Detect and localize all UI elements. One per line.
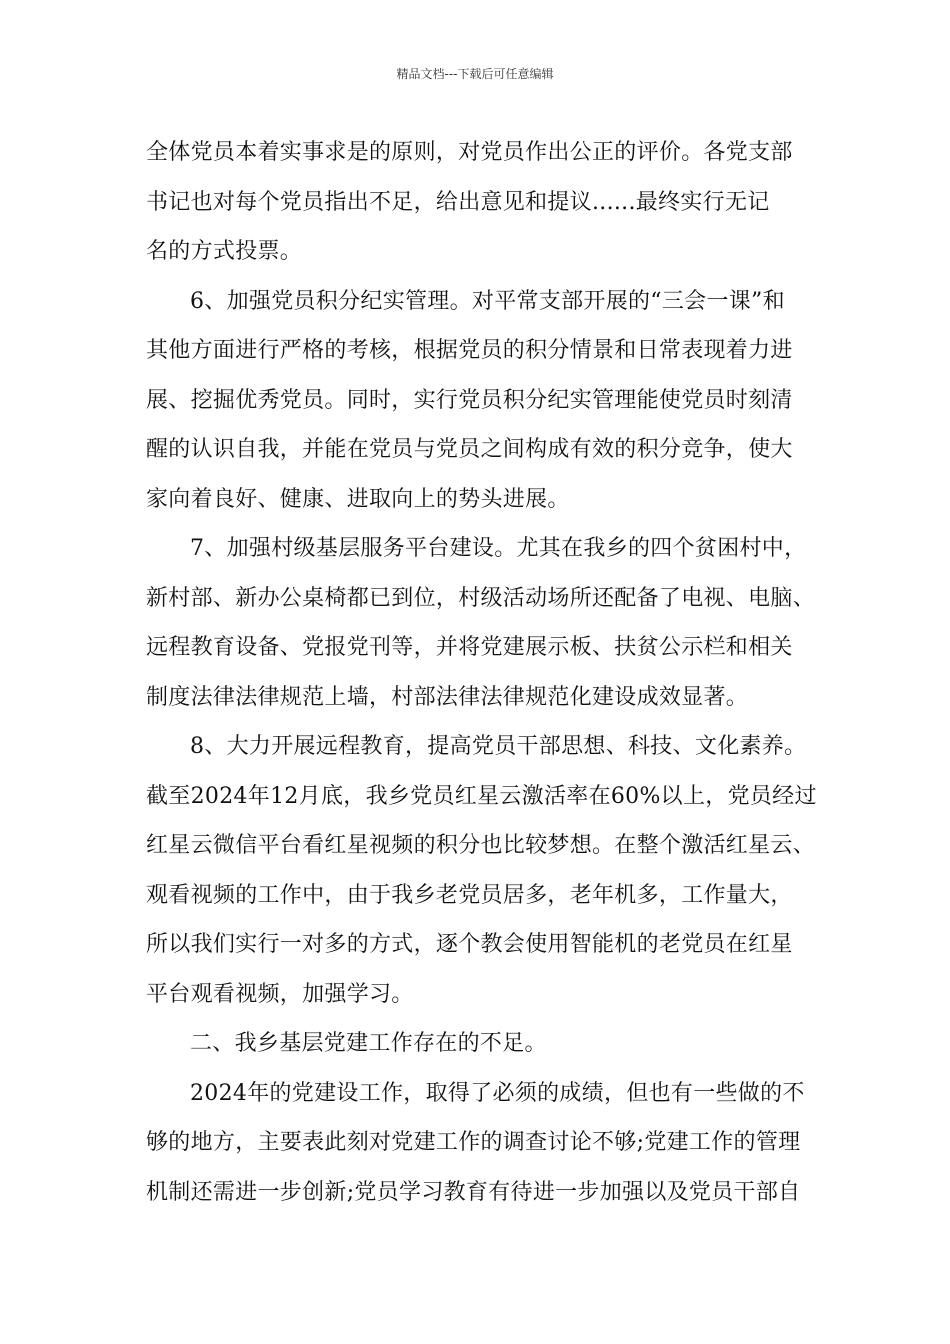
text-line: 全体党员本着实事求是的原则，对党员作出公正的评价。各党支部	[146, 140, 793, 165]
section-heading: 二、我乡基层党建工作存在的不足。	[190, 1031, 547, 1056]
document-body	[146, 128, 817, 1217]
text-line: 醒的认识自我，并能在党员与党员之间构成有效的积分竞争，使大	[146, 437, 793, 462]
text-line: 平台观看视频，加强学习。	[146, 981, 414, 1007]
text-line: 家向着良好、健康、进取向上的势头进展。	[146, 486, 570, 512]
paragraph-start-line: 8、大力开展远程教育，提高党员干部思想、科技、文化素养。	[190, 734, 807, 759]
text-line: 机制还需进一步创新;党员学习教育有待进一步加强以及党员干部自	[146, 1179, 801, 1205]
text-line: 其他方面进行严格的考核，根据党员的积分情景和日常表现着力进	[146, 338, 793, 363]
paragraph-start-line: 6、加强党员积分纪实管理。对平常支部开展的“三会一课”和	[190, 288, 785, 314]
paragraph-start-line: 7、加强村级基层服务平台建设。尤其在我乡的四个贫困村中，	[190, 536, 807, 561]
text-line: 观看视频的工作中，由于我乡老党员居多，老年机多，工作量大，	[146, 882, 793, 908]
page-header: 精品文档---下载后可任意编辑	[396, 67, 554, 81]
text-line: 制度法律法律规范上墙，村部法律法律规范化建设成效显著。	[146, 684, 749, 710]
text-line: 远程教育设备、党报党刊等，并将党建展示板、扶贫公示栏和相关	[146, 635, 793, 660]
text-line: 名的方式投票。	[146, 239, 303, 264]
text-line: 新村部、新办公桌椅都已到位，村级活动场所还配备了电视、电脑、	[146, 585, 816, 611]
paragraph-start-line: 2024年的党建设工作，取得了必须的成绩，但也有一些做的不	[190, 1080, 805, 1106]
text-line: 够的地方，主要表此刻对党建工作的调查讨论不够;党建工作的管理	[146, 1130, 801, 1155]
text-line: 所以我们实行一对多的方式，逐个教会使用智能机的老党员在红星	[146, 932, 793, 957]
text-line: 红星云微信平台看红星视频的积分也比较梦想。在整个激活红星云、	[146, 833, 816, 858]
text-line: 书记也对每个党员指出不足，给出意见和提议......最终实行无记	[146, 189, 770, 215]
text-line: 展、挖掘优秀党员。同时，实行党员积分纪实管理能使党员时刻清	[146, 387, 793, 413]
text-line: 截至2024年12月底，我乡党员红星云激活率在60%以上，党员经过	[146, 783, 817, 809]
